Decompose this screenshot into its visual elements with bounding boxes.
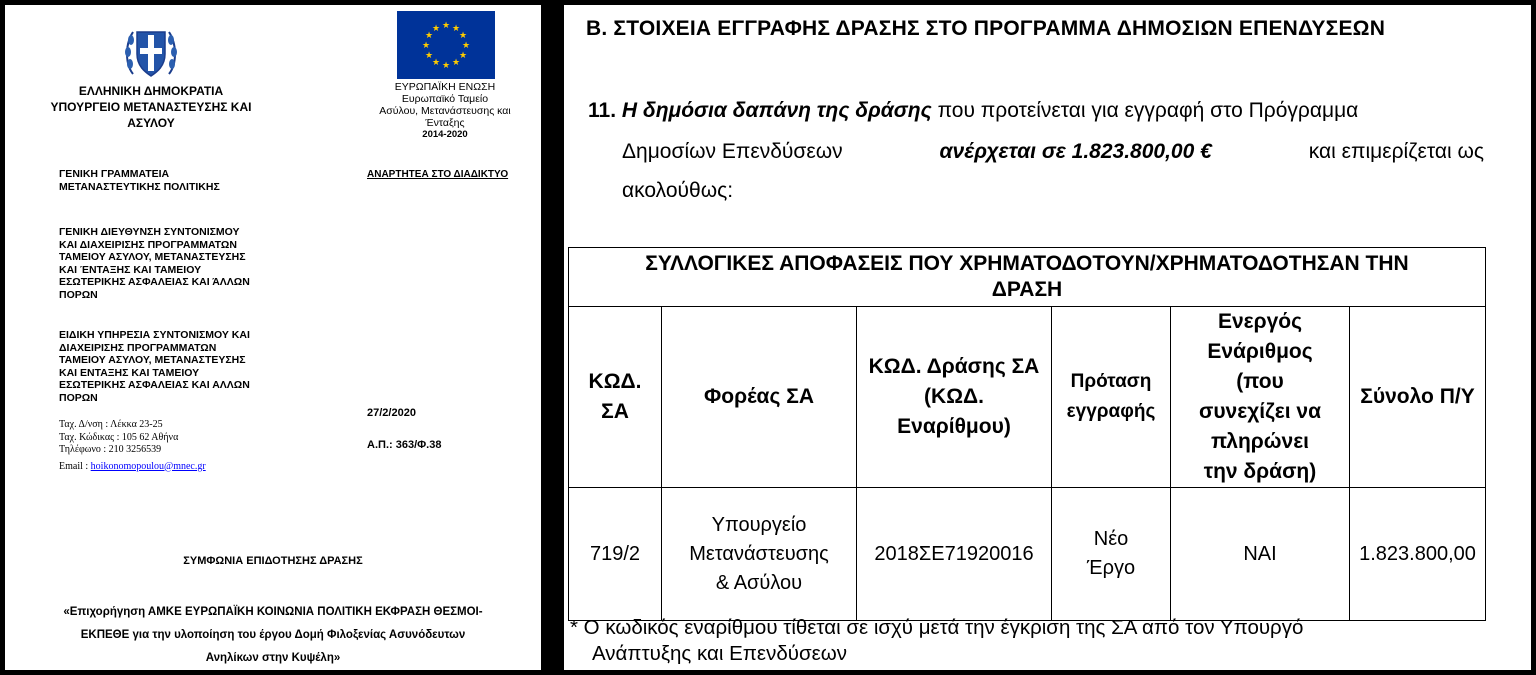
document-date: 27/2/2020	[367, 407, 416, 419]
svg-text:★: ★	[421, 41, 431, 51]
header-line: ΑΣΥΛΟΥ	[127, 116, 175, 130]
phone: Τηλέφωνο : 210 3256539	[59, 444, 162, 455]
text-line: ΕΣΩΤΕΡΙΚΗΣ ΑΣΦΑΛΕΙΑΣ ΚΑΙ ΑΛΛΩΝ	[59, 379, 250, 391]
cell-line: 2018ΣΕ71920016	[874, 542, 1034, 565]
svg-text:★: ★	[451, 24, 461, 34]
header-cell	[1350, 307, 1486, 488]
header-line: ΚΩΔ.	[588, 370, 642, 393]
header-line: συνεχίζει να	[1198, 400, 1322, 423]
cell-line: 1.823.800,00	[1359, 542, 1476, 565]
address: Ταχ. Δ/νση : Λέκκα 23-25	[59, 419, 163, 430]
text-line: ΓΕΝΙΚΗ ΓΡΑΜΜΑΤΕΙΑ	[59, 168, 170, 180]
header-line: Φορέας ΣΑ	[704, 385, 814, 408]
greek-coat-of-arms-icon	[123, 24, 179, 82]
eu-flag-icon	[397, 11, 495, 79]
header-line: Πρόταση	[1070, 371, 1152, 392]
table-header-row	[569, 307, 1486, 488]
footnote-line: Ανάπτυξης και Επενδύσεων	[592, 642, 847, 665]
header-line: (που	[1236, 370, 1284, 393]
subject	[5, 601, 541, 670]
eu-line: 2014-2020	[422, 129, 468, 140]
eu-line: ΕΥΡΩΠΑΪΚΗ ΕΝΩΣΗ	[394, 81, 496, 93]
cell-code	[569, 488, 662, 621]
svg-text:★: ★	[431, 24, 441, 34]
text-line: ΜΕΤΑΝΑΣΤΕΥΤΙΚΗΣ ΠΟΛΙΤΙΚΗΣ	[59, 180, 220, 193]
eu-line: Ευρωπαϊκό Ταμείο	[401, 93, 489, 105]
header-line: Εναρίθμου)	[897, 415, 1011, 438]
paragraph-line-1	[588, 91, 1484, 131]
cell-line: Υπουργείο	[711, 513, 807, 536]
emphasis-text: Η δημόσια δαπάνη της δράσης	[621, 99, 932, 122]
general-directorate	[59, 226, 250, 301]
paragraph-text: Δημοσίων Επενδύσεων	[622, 140, 843, 163]
text-line: ΠΟΡΩΝ	[59, 288, 98, 301]
header-line: Σύνολο Π/Υ	[1360, 385, 1475, 408]
header-cell	[857, 307, 1052, 488]
cell-line: Έργο	[1086, 557, 1136, 579]
email-label: Email :	[59, 460, 91, 472]
cell-total	[1350, 488, 1486, 621]
cell-proposal	[1052, 488, 1171, 621]
footnote-line	[570, 615, 1486, 641]
paragraph-text: και επιμερίζεται ως	[1308, 140, 1484, 163]
text-line: ΕΣΩΤΕΡΙΚΗΣ ΑΣΦΑΛΕΙΑΣ ΚΑΙ ΆΛΛΩΝ	[59, 276, 250, 288]
cell-line: & Ασύλου	[715, 571, 803, 594]
cell-action-code	[857, 488, 1052, 621]
svg-text:★: ★	[431, 58, 441, 68]
contact-details	[59, 419, 206, 473]
cell-line: ΝΑΙ	[1243, 542, 1277, 565]
paragraph-line-2	[622, 132, 1484, 172]
email-link[interactable]: hoikonomopoulou@mnec.gr	[90, 460, 206, 472]
header-line: (ΚΩΔ.	[924, 385, 984, 408]
header-line: ΥΠΟΥΡΓΕΙΟ ΜΕΤΑΝΑΣΤΕΥΣΗΣ ΚΑΙ	[50, 100, 252, 114]
protocol-number: Α.Π.: 363/Φ.38	[367, 439, 442, 451]
header-line: Ενάριθμος	[1207, 340, 1313, 363]
svg-text:★: ★	[451, 58, 461, 68]
text-line: ΚΑΙ ΕΝΤΑΞΗΣ ΚΑΙ ΤΑΜΕΙΟΥ	[59, 366, 200, 379]
cell-line: Μετανάστευσης	[689, 542, 829, 565]
funding-decisions-table	[568, 247, 1486, 621]
general-secretariat	[59, 168, 220, 193]
item-number: 11.	[588, 99, 617, 122]
text-line: ΕΙΔΙΚΗ ΥΠΗΡΕΣΙΑ ΣΥΝΤΟΝΙΣΜΟΥ ΚΑΙ	[59, 329, 250, 341]
header-line: ΣΑ	[601, 400, 629, 423]
paragraph-line-3: ακολούθως:	[622, 179, 734, 202]
footnote	[570, 615, 1486, 667]
table-caption-row	[569, 248, 1486, 307]
svg-text:★: ★	[458, 51, 468, 61]
svg-text:★: ★	[441, 21, 451, 31]
text-line: ΤΑΜΕΙΟΥ ΑΣΥΛΟΥ, ΜΕΤΑΝΑΣΤΕΥΣΗΣ	[59, 354, 246, 366]
svg-text:★: ★	[461, 41, 471, 51]
svg-text:★: ★	[458, 31, 468, 41]
caption-line: ΣΥΛΛΟΓΙΚΕΣ ΑΠΟΦΑΣΕΙΣ ΠΟΥ ΧΡΗΜΑΤΟΔΟΤΟΥΝ/ΧΡΗΜΑΤΟΔΟΤΗΣΑΝ ΤΗΝ	[645, 252, 1409, 275]
email-row	[59, 461, 206, 474]
document-letterhead-panel	[5, 5, 541, 670]
header-line: πληρώνει	[1210, 430, 1310, 453]
greek-republic-header	[41, 83, 261, 131]
header-cell	[1052, 307, 1171, 488]
subject-line: «Επιχορήγηση ΑΜΚΕ ΕΥΡΩΠΑΪΚΗ ΚΟΙΝΩΝΙΑ ΠΟΛΙΤΙΚΗ ΕΚΦΡΑΣΗ ΘΕΣΜΟΙ-	[63, 606, 483, 618]
agreement-title: ΣΥΜΦΩΝΙΑ ΕΠΙΔΟΤΗΣΗΣ ΔΡΑΣΗΣ	[183, 555, 363, 567]
text-line: ΠΟΡΩΝ	[59, 391, 98, 404]
internet-post-label: ΑΝΑΡΤΗΤΕΑ ΣΤΟ ΔΙΑΔΙΚΤΥΟ	[367, 169, 509, 180]
table-caption	[569, 248, 1486, 307]
header-cell	[662, 307, 857, 488]
text-line: ΤΑΜΕΙΟΥ ΑΣΥΛΟΥ, ΜΕΤΑΝΑΣΤΕΥΣΗΣ	[59, 251, 246, 263]
caption-line: ΔΡΑΣΗ	[991, 278, 1063, 301]
text-line: ΓΕΝΙΚΗ ΔΙΕΥΘΥΝΣΗ ΣΥΝΤΟΝΙΣΜΟΥ	[59, 226, 240, 238]
section-heading: Β. ΣΤΟΙΧΕΙΑ ΕΓΓΡΑΦΗΣ ΔΡΑΣΗΣ ΣΤΟ ΠΡΟΓΡΑΜΜΑ ΔΗΜΟΣΙΩΝ ΕΠΕΝΔΥΣΕΩΝ	[586, 17, 1386, 40]
text-line: ΚΑΙ ΔΙΑΧΕΙΡΙΣΗΣ ΠΡΟΓΡΑΜΜΑΤΩΝ	[59, 238, 237, 251]
document-body-panel	[564, 5, 1531, 670]
text-line: ΔΙΑΧΕΙΡΙΣΗΣ ΠΡΟΓΡΑΜΜΑΤΩΝ	[59, 341, 217, 354]
footnote-text: * Ο κωδικός εναρίθμου τίθεται σε ισχύ μετά την έγκριση της ΣΑ από τον Υπουργό	[570, 616, 1304, 639]
header-line: ΕΛΛΗΝΙΚΗ ΔΗΜΟΚΡΑΤΙΑ	[78, 84, 224, 98]
svg-text:★: ★	[441, 61, 451, 71]
header-line: Ενεργός	[1217, 310, 1303, 333]
paragraph-text: που προτείνεται για εγγραφή στο Πρόγραμμα	[937, 99, 1359, 122]
header-cell	[1171, 307, 1350, 488]
table-row	[569, 488, 1486, 621]
subject-line: Ανηλίκων στην Κυψέλη»	[205, 652, 341, 664]
cell-agency	[662, 488, 857, 621]
eu-fund-header	[365, 81, 525, 141]
header-line: ΚΩΔ. Δράσης ΣΑ	[868, 355, 1040, 378]
text-line: ΚΑΙ ΈΝΤΑΞΗΣ ΚΑΙ ΤΑΜΕΙΟΥ	[59, 263, 202, 276]
svg-text:★: ★	[424, 51, 434, 61]
postcode: Ταχ. Κώδικας : 105 62 Αθήνα	[59, 431, 179, 443]
header-line: εγγραφής	[1066, 401, 1156, 422]
cell-line: Νέο	[1093, 528, 1129, 550]
subject-line: ΕΚΠΕΘΕ για την υλοποίηση του έργου Δομή Φιλοξενίας Ασυνόδευτων	[80, 629, 466, 641]
eu-line: Ένταξης	[425, 117, 465, 129]
cell-line: 719/2	[589, 542, 641, 565]
special-service	[59, 329, 250, 404]
eu-line: Ασύλου, Μετανάστευσης και	[379, 105, 511, 117]
header-cell	[569, 307, 662, 488]
header-line: την δράση)	[1203, 460, 1317, 483]
amount-text: ανέρχεται σε 1.823.800,00 €	[939, 140, 1212, 163]
cell-active	[1171, 488, 1350, 621]
svg-text:★: ★	[424, 31, 434, 41]
